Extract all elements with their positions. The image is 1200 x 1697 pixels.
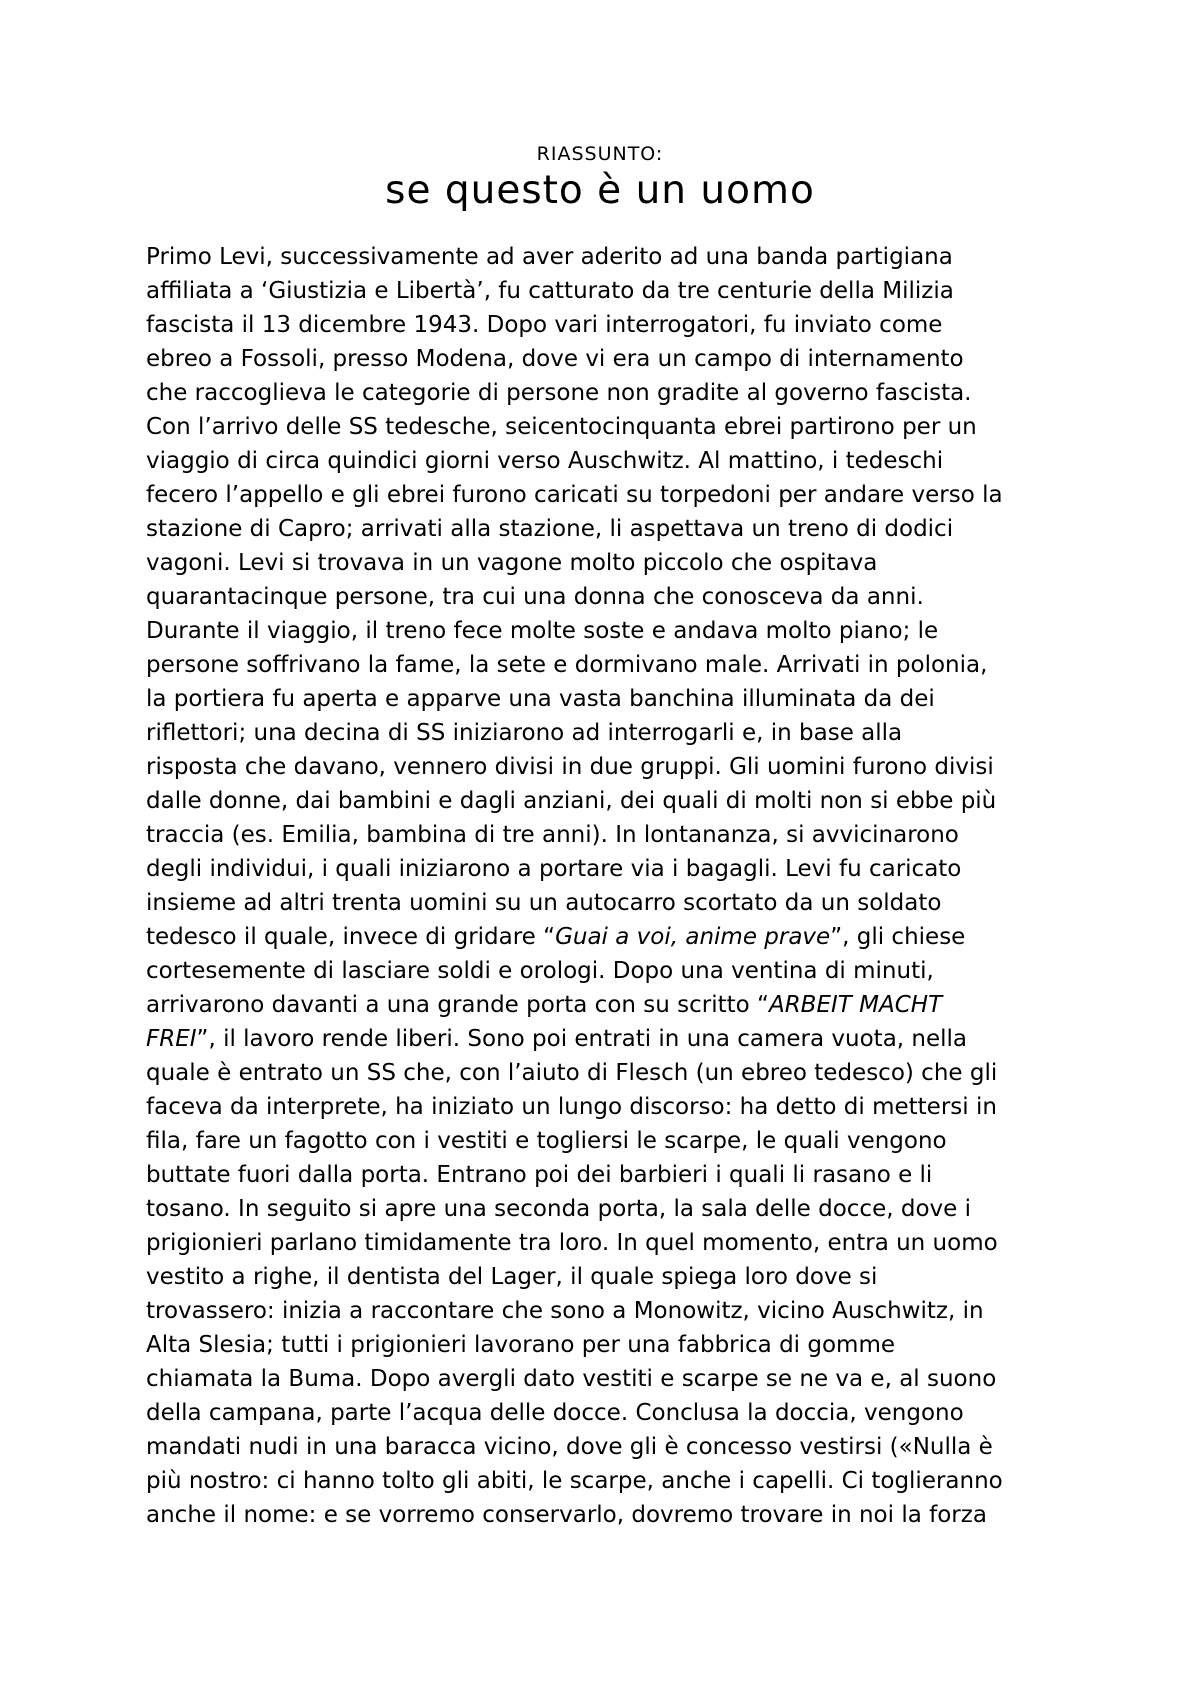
body-text-segment: cortesemente di lasciare soldi e orologi. Dopo una ventina di minuti, xyxy=(146,958,934,984)
body-text-segment: chiamata la Buma. Dopo avergli dato vestiti e scarpe se ne va e, al suono xyxy=(146,1366,997,1392)
body-line xyxy=(146,478,1076,512)
body-line xyxy=(146,512,1076,546)
body-text-segment: vestito a righe, il dentista del Lager, il quale spiega loro dove si xyxy=(146,1264,878,1290)
body-line xyxy=(146,1396,1076,1430)
body-text-italic: ARBEIT MACHT xyxy=(768,992,943,1018)
body-text-segment: Con l’arrivo delle SS tedesche, seicentocinquanta ebrei partirono per un xyxy=(146,414,977,440)
body-text-italic: Guai a voi, anime prave xyxy=(555,924,831,950)
body-text-segment: persone soffrivano la fame, la sete e dormivano male. Arrivati in polonia, xyxy=(146,652,988,678)
document-subtitle: RIASSUNTO: xyxy=(536,143,664,165)
body-line xyxy=(146,648,1076,682)
body-text-segment: tedesco il quale, invece di gridare “ xyxy=(146,924,556,950)
body-text-segment: fascista il 13 dicembre 1943. Dopo vari interrogatori, fu inviato come xyxy=(146,312,943,338)
body-text-segment: ebreo a Fossoli, presso Modena, dove vi era un campo di internamento xyxy=(146,346,964,372)
body-text-segment: tosano. In seguito si apre una seconda porta, la sala delle docce, dove i xyxy=(146,1196,971,1222)
body-text-segment: buttate fuori dalla porta. Entrano poi dei barbieri i quali li rasano e li xyxy=(146,1162,933,1188)
body-line xyxy=(146,1430,1076,1464)
body-text-segment: affiliata a ‘Giustizia e Libertà’, fu catturato da tre centurie della Milizia xyxy=(146,278,954,304)
body-line xyxy=(146,1328,1076,1362)
body-line xyxy=(146,852,1076,886)
body-text-segment: Primo Levi, successivamente ad aver aderito ad una banda partigiana xyxy=(146,244,953,270)
body-line xyxy=(146,240,1076,274)
body-line xyxy=(146,784,1076,818)
body-line xyxy=(146,342,1076,376)
document-title: se questo è un uomo xyxy=(385,168,815,213)
body-line xyxy=(146,1362,1076,1396)
body-line xyxy=(146,376,1076,410)
body-text-segment: faceva da interprete, ha iniziato un lungo discorso: ha detto di mettersi in xyxy=(146,1094,997,1120)
body-line xyxy=(146,954,1076,988)
body-text-segment: viaggio di circa quindici giorni verso Auschwitz. Al mattino, i tedeschi xyxy=(146,448,944,474)
body-text-segment: trovassero: inizia a raccontare che sono a Monowitz, vicino Auschwitz, in xyxy=(146,1298,984,1324)
body-line xyxy=(146,750,1076,784)
body-text-segment: Alta Slesia; tutti i prigionieri lavorano per una fabbrica di gomme xyxy=(146,1332,896,1358)
body-text-segment: risposta che davano, vennero divisi in due gruppi. Gli uomini furono divisi xyxy=(146,754,994,780)
body-text-segment: fecero l’appello e gli ebrei furono caricati su torpedoni per andare verso la xyxy=(146,482,1003,508)
body-line xyxy=(146,1022,1076,1056)
body-text-segment: dalle donne, dai bambini e dagli anziani, dei quali di molti non si ebbe più xyxy=(146,788,997,814)
body-text-segment: quale è entrato un SS che, con l’aiuto di Flesch (un ebreo tedesco) che gli xyxy=(146,1060,998,1086)
body-text-segment: più nostro: ci hanno tolto gli abiti, le scarpe, anche i capelli. Ci toglieranno xyxy=(146,1468,1003,1494)
body-line xyxy=(146,1464,1076,1498)
body-text-segment: fila, fare un fagotto con i vestiti e togliersi le scarpe, le quali vengono xyxy=(146,1128,947,1154)
body-line xyxy=(146,546,1076,580)
body-text-segment: vagoni. Levi si trovava in un vagone molto piccolo che ospitava xyxy=(146,550,878,576)
body-line xyxy=(146,1226,1076,1260)
body-line xyxy=(146,1294,1076,1328)
body-line xyxy=(146,1090,1076,1124)
body-text-segment: ”, il lavoro rende liberi. Sono poi entrati in una camera vuota, nella xyxy=(196,1026,968,1052)
body-line xyxy=(146,1124,1076,1158)
body-text-segment: traccia (es. Emilia, bambina di tre anni). In lontananza, si avvicinarono xyxy=(146,822,959,848)
body-line xyxy=(146,716,1076,750)
body-line xyxy=(146,1056,1076,1090)
body-line xyxy=(146,410,1076,444)
body-line xyxy=(146,308,1076,342)
body-text-segment: quarantacinque persone, tra cui una donna che conosceva da anni. xyxy=(146,584,924,610)
body-line xyxy=(146,274,1076,308)
body-line xyxy=(146,1158,1076,1192)
body-text-segment: arrivarono davanti a una grande porta con su scritto “ xyxy=(146,992,769,1018)
body-line xyxy=(146,682,1076,716)
body-text-segment: degli individui, i quali iniziarono a portare via i bagagli. Levi fu caricato xyxy=(146,856,962,882)
body-text-segment: insieme ad altri trenta uomini su un autocarro scortato da un soldato xyxy=(146,890,942,916)
body-line xyxy=(146,1192,1076,1226)
body-text-segment: la portiera fu aperta e apparve una vasta banchina illuminata da dei xyxy=(146,686,935,712)
body-text-segment: riflettori; una decina di SS iniziarono ad interrogarli e, in base alla xyxy=(146,720,903,746)
document-body xyxy=(146,240,1076,1532)
body-line xyxy=(146,1260,1076,1294)
body-text-segment: che raccoglieva le categorie di persone non gradite al governo fascista. xyxy=(146,380,972,406)
body-text-segment: Durante il viaggio, il treno fece molte soste e andava molto piano; le xyxy=(146,618,939,644)
body-line xyxy=(146,614,1076,648)
body-text-segment: prigionieri parlano timidamente tra loro. In quel momento, entra un uomo xyxy=(146,1230,998,1256)
body-line xyxy=(146,580,1076,614)
body-text-segment: mandati nudi in una baracca vicino, dove gli è concesso vestirsi («Nulla è xyxy=(146,1434,993,1460)
body-line xyxy=(146,920,1076,954)
body-line xyxy=(146,444,1076,478)
body-text-italic: FREI xyxy=(146,1026,197,1052)
body-text-segment: ”, gli chiese xyxy=(830,924,966,950)
body-text-segment: della campana, parte l’acqua delle docce. Conclusa la doccia, vengono xyxy=(146,1400,964,1426)
body-line xyxy=(146,988,1076,1022)
body-text-segment: anche il nome: e se vorremo conservarlo, dovremo trovare in noi la forza xyxy=(146,1502,987,1528)
body-text-segment: stazione di Capro; arrivati alla stazione, li aspettava un treno di dodici xyxy=(146,516,954,542)
body-line xyxy=(146,886,1076,920)
body-line xyxy=(146,1498,1076,1532)
body-line xyxy=(146,818,1076,852)
